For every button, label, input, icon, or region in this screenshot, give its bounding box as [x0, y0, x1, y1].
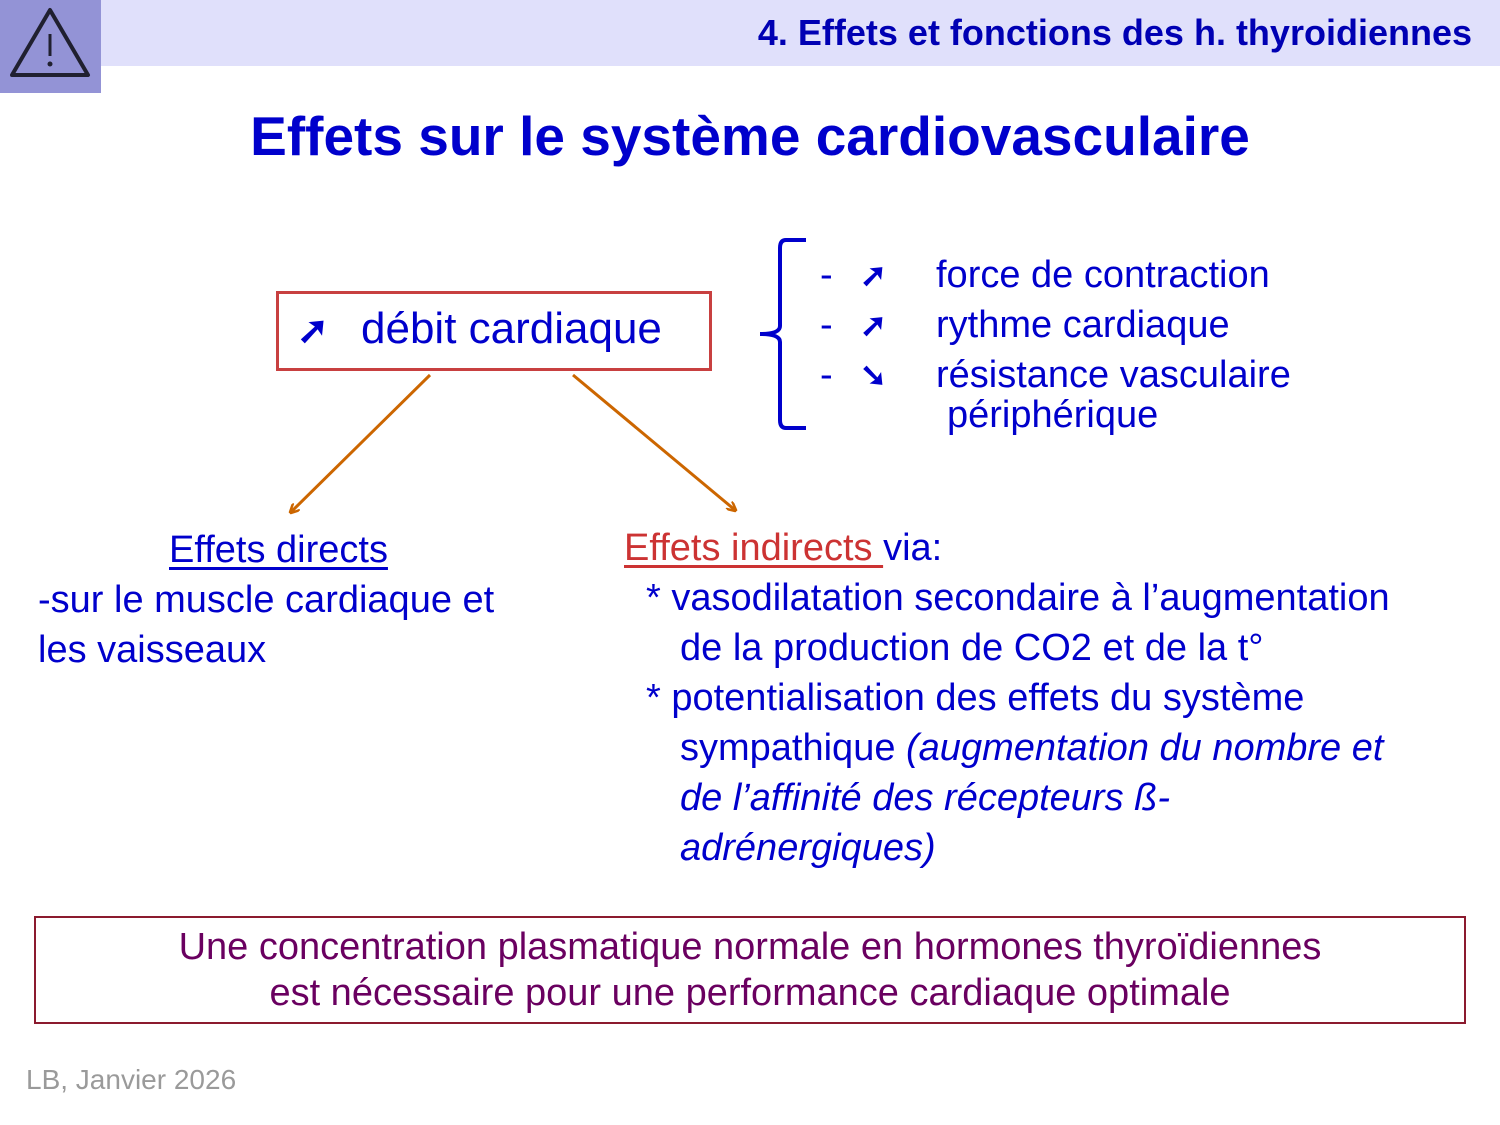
indirect-effects-heading: Effets indirects	[624, 527, 884, 569]
indirect-bullet-potentialisation-cont	[680, 727, 1383, 770]
indirect-bullet-detail: de l’affinité des récepteurs ß-	[680, 777, 1171, 819]
decrease-arrow-icon: ➘	[860, 357, 887, 393]
curly-brace	[760, 240, 806, 428]
direct-effects-line: -sur le muscle cardiaque et	[38, 579, 495, 621]
sympathique-detail: (augmentation du nombre et	[906, 727, 1384, 769]
increase-arrow-icon: ➚	[860, 257, 887, 293]
conclusion-line: est nécessaire pour une performance cardiaque optimale	[269, 972, 1231, 1014]
direct-effects-line: les vaisseaux	[38, 629, 267, 671]
conclusion-line: Une concentration plasmatique normale en hormones thyroïdiennes	[178, 926, 1322, 968]
direct-effects-heading: Effets directs	[169, 529, 388, 571]
indirect-bullet-detail: adrénergiques)	[680, 827, 936, 869]
sympathique-text: sympathique	[680, 727, 907, 769]
indirect-bullet-vasodilatation: * vasodilatation secondaire à l’augmentation	[646, 577, 1390, 619]
header-title: 4. Effets et fonctions des h. thyroidiennes	[757, 12, 1472, 53]
factor-resistance-vasculaire: résistance vasculaire	[936, 354, 1291, 396]
arrow-to-direct	[291, 375, 430, 512]
indirect-effects-heading-row	[624, 527, 942, 570]
footer-credit: LB, Janvier 2026	[26, 1064, 237, 1095]
page-title: Effets sur le système cardiovasculaire	[250, 105, 1250, 167]
increase-arrow-icon: ➚	[860, 307, 887, 343]
debit-cardiaque-label: débit cardiaque	[361, 304, 662, 353]
factor-dash: -	[820, 354, 833, 396]
indirect-bullet-potentialisation: * potentialisation des effets du système	[646, 677, 1305, 719]
arrow-to-indirect	[573, 375, 735, 510]
factor-dash: -	[820, 304, 833, 346]
factor-dash: -	[820, 254, 833, 296]
factor-resistance-vasculaire-cont: périphérique	[947, 394, 1159, 436]
indirect-bullet-vasodilatation-cont: de la production de CO2 et de la t°	[680, 627, 1264, 669]
increase-arrow-icon: ➚	[297, 310, 329, 352]
indirect-effects-via: via:	[883, 527, 943, 569]
factor-force-contraction: force de contraction	[936, 254, 1270, 296]
factor-rythme-cardiaque: rythme cardiaque	[936, 304, 1230, 346]
